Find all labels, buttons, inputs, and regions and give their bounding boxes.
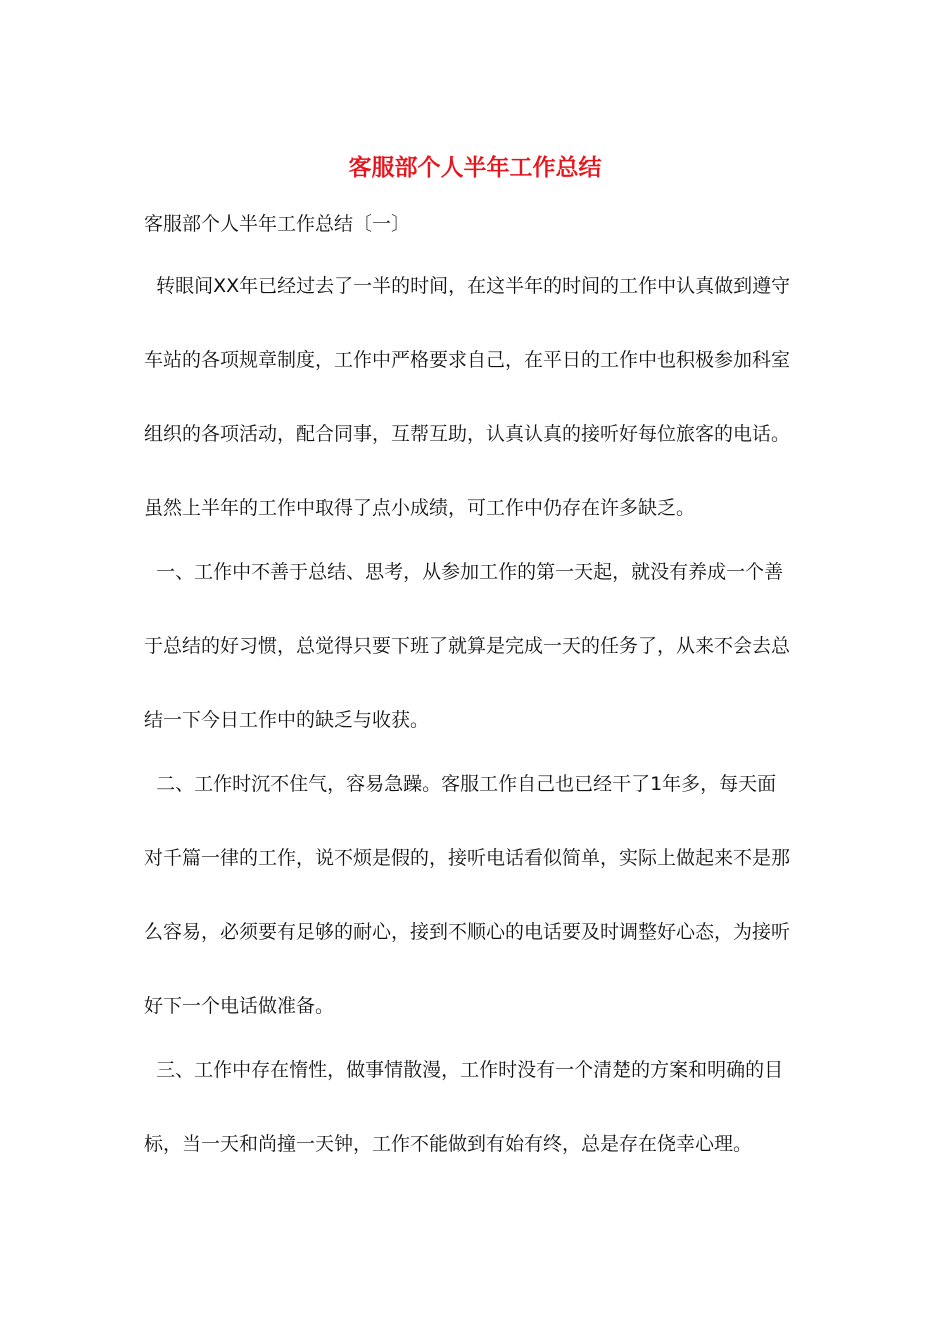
paragraph-line-10: 么容易，必须要有足够的耐心，接到不顺心的电话要及时调整好心态，为接听 (144, 921, 791, 943)
paragraph-line-9: 对千篇一律的工作，说不烦是假的，接听电话看似简单，实际上做起来不是那 (144, 847, 791, 869)
paragraph-line-5: 一、工作中不善于总结、思考，从参加工作的第一天起，就没有养成一个善 (144, 561, 784, 583)
paragraph-line-13: 标，当一天和尚撞一天钟，工作不能做到有始有终，总是存在侥幸心理。 (144, 1133, 753, 1155)
paragraph-line-2: 车站的各项规章制度，工作中严格要求自己，在平日的工作中也积极参加科室 (144, 349, 791, 371)
paragraph-line-8: 二、工作时沉不住气，容易急躁。客服工作自己也已经干了1年多，每天面 (144, 773, 777, 795)
paragraph-line-6: 于总结的好习惯，总觉得只要下班了就算是完成一天的任务了，从来不会去总 (144, 635, 791, 657)
document-title: 客服部个人半年工作总结 (348, 154, 602, 181)
paragraph-line-3: 组织的各项活动，配合同事，互帮互助，认真认真的接听好每位旅客的电话。 (144, 423, 791, 445)
paragraph-line-4: 虽然上半年的工作中取得了点小成绩，可工作中仍存在许多缺乏。 (144, 497, 696, 519)
document-subtitle: 客服部个人半年工作总结〔一〕 (144, 213, 411, 235)
paragraph-line-11: 好下一个电话做准备。 (144, 995, 335, 1017)
paragraph-line-7: 结一下今日工作中的缺乏与收获。 (144, 709, 430, 731)
paragraph-line-12: 三、工作中存在惰性，做事情散漫，工作时没有一个清楚的方案和明确的目 (144, 1059, 784, 1081)
paragraph-line-1: 转眼间XX年已经过去了一半的时间，在这半年的时间的工作中认真做到遵守 (144, 275, 791, 297)
